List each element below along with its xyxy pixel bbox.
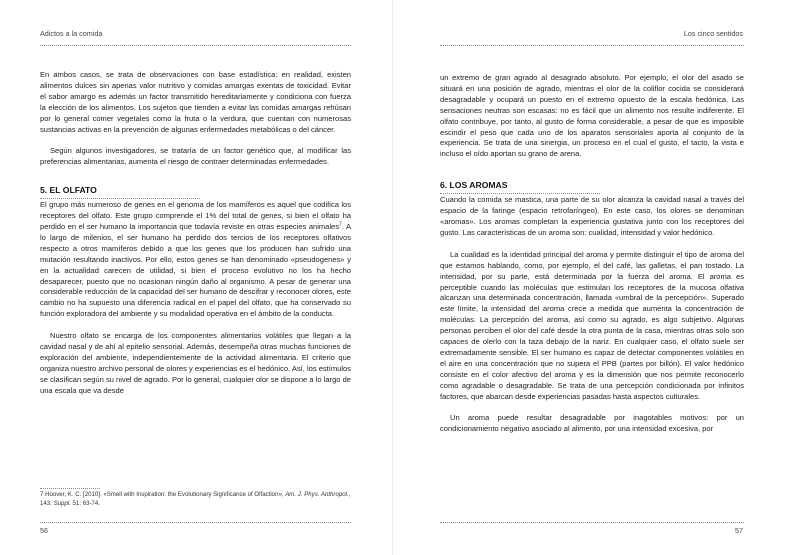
- running-head-left: Adictos a la comida: [40, 29, 103, 38]
- header-rule-right: [440, 45, 744, 46]
- right-page-body: [440, 73, 744, 435]
- footnote-text: 7 Hoover, K. C. [2010]. «Smell with Inspiration: the Evolutionary Significance of Olfaction»,: [40, 491, 286, 498]
- footer-rule-left: [40, 522, 351, 523]
- footnote: [40, 491, 351, 508]
- section-rule: [40, 198, 200, 199]
- page-number-left: 56: [40, 526, 48, 535]
- footer-rule-right: [440, 522, 744, 523]
- right-page: [393, 0, 785, 555]
- footnote-rule: [40, 488, 100, 489]
- paragraph: Según algunos investigadores, se trataría de un factor genético que, al modificar las preferencias alimentarias, aumenta el riesgo de contraer determinadas enfermedades.: [40, 146, 351, 167]
- paragraph: un extremo de gran agrado al desagrado absoluto. Por ejemplo, el olor del asado se situará en una posición de agrado, mientras el olor de la coliflor cocida se considerará desagradable y ocupará un puesto en el extremo opuesto de la escala hedónica. Las sensaciones neutras son escasas: no es fácil que un alimento nos resulte indiferente. El olfato contribuye, por tanto, al gusto de forma considerable, a pesar de que es imposible escindir el peso que cada uno de los aparatos sensoriales aporta al conjunto de la experiencia. Se trata de una sinergia, un proceso en el cual el gusto, el tacto, la vista e incluso el oído aportan su grano de arena.: [440, 73, 744, 159]
- section-rule: [440, 193, 600, 194]
- paragraph: En ambos casos, se trata de observaciones con base estadística: en realidad, existen alimentos dulces sin apenas valor nutritivo y comidas amargas exentas de toxicidad. Evitar el sabor amargo es además un factor transmitido hereditariamente y condiciona con fuerza la elección de los alimentos. Los sujetos que tienden a evitar las comidas amargas rehúsan por lo general comer vegetales como la fruta o la verdura, que cuentan con numerosas sustancias activas en la prevención de algunas enfermedades metabólicas o del cáncer.: [40, 70, 351, 134]
- footnote-suppl: Suppl.: [53, 499, 71, 507]
- paragraph-text: El grupo más numeroso de genes en el genoma de los mamíferos es aquel que codifica los receptores del olfato. Este grupo comprende el 1% del total de genes, si bien el olfato ha perdido en el ser humano la importancia que todavía reviste en otras especies animales: [40, 200, 351, 231]
- footnote-text: 51: 63-74.: [70, 499, 100, 507]
- paragraph: [40, 200, 351, 320]
- section-title-el-olfato: 5. EL OLFATO: [40, 185, 97, 196]
- running-head-right: Los cinco sentidos: [683, 29, 743, 38]
- footnote-text: , 143,: [40, 491, 351, 507]
- section-title-los-aromas: 6. LOS AROMAS: [440, 180, 508, 191]
- paragraph-text: . A lo largo de milenios, el ser humano ha perdido dos tercios de los receptores olfativos respecto a otros mamíferos debido a que los genes que los producen han sufrido una mutación resultando inactivos. Por ello, estos genes se han denominado «pseudogenes» y en la actualidad carecen de utilidad, si bien el proceso evolutivo no los ha hecho desaparecer, puesto que no ocasionan ningún daño al organismo. A pesar de generar una considerable reducción de la capacidad del ser humano de descifrar y reconocer olores, este cambio no ha supuesto una diferencia radical en el papel del olfato, que ha conservado su función exploradora del ambiente y su modalidad operativa en el ámbito de la conducta.: [40, 221, 352, 319]
- paragraph: Un aroma puede resultar desagradable por inagotables motivos: por un condicionamiento negativo asociado al alimento, por una intensidad excesiva, por: [440, 413, 744, 434]
- paragraph: Cuando la comida se mastica, una parte de su olor alcanza la cavidad nasal a través del espacio de la faringe (espacio retrofaríngeo). En este caso, los olores se denominan «aromas». Los aromas completan la experiencia gustativa junto con los receptores del gusto. Las características de un aroma son: cualidad, intensidad y valor hedónico.: [440, 195, 744, 237]
- page-number-right: 57: [735, 526, 743, 535]
- paragraph: La cualidad es la identidad principal del aroma y permite distinguir el tipo de aroma del que estamos hablando, como, por ejemplo, el del café, las galletas, el pan tostado. La intensidad, por su parte, está determinada por la fuerza del aroma. El aroma es perceptible cuando las moléculas que estimulan los receptores de la mucosa olfativa alcanzan una determinada concentración, llamada «umbral de la percepción». Superado este límite, la intensidad del aroma crece a medida que aumenta la concentración de moléculas. La percepción del aroma, así como su agrado, es algo subjetivo. Algunas personas perciben el olor del café desde la otra punta de la casa, mientras otras solo son capaces de olerlo con la taza debajo de la nariz. En cualquier caso, el olfato suele ser extremadamente sensible. El ser humano es capaz de detectar componentes volátiles en el aire en una concentración que no supera el PPB (partes por billón). El valor hedónico consiste en el color afectivo del aroma y es la dimensión que nos permite reconocerlo como agradable o desagradable. Se trata de una percepción condicionada por infinitos factores, que abarcan desde experiencias pasadas hasta aspectos culturales.: [440, 249, 744, 401]
- footnote-journal: Am. J. Phys. Anthropol.: [285, 491, 349, 498]
- header-rule-left: [40, 45, 351, 46]
- left-page-body: [40, 70, 351, 397]
- paragraph: Nuestro olfato se encarga de los componentes alimentarios volátiles que llegan a la cavidad nasal y de ahí al epitelio sensorial. Además, desempeña otras muchas funciones de exploración del ambiente, independientemente de la actividad alimentaria. El criterio que organiza nuestro archivo personal de olores y experiencias es el hedónico. Así, los estímulos se clasifican según su nivel de agrado. Por lo general, cualquier olor se dispone a lo largo de una escala que va desde: [40, 331, 351, 395]
- left-page: [0, 0, 392, 555]
- footnote-reference: 7: [339, 221, 342, 228]
